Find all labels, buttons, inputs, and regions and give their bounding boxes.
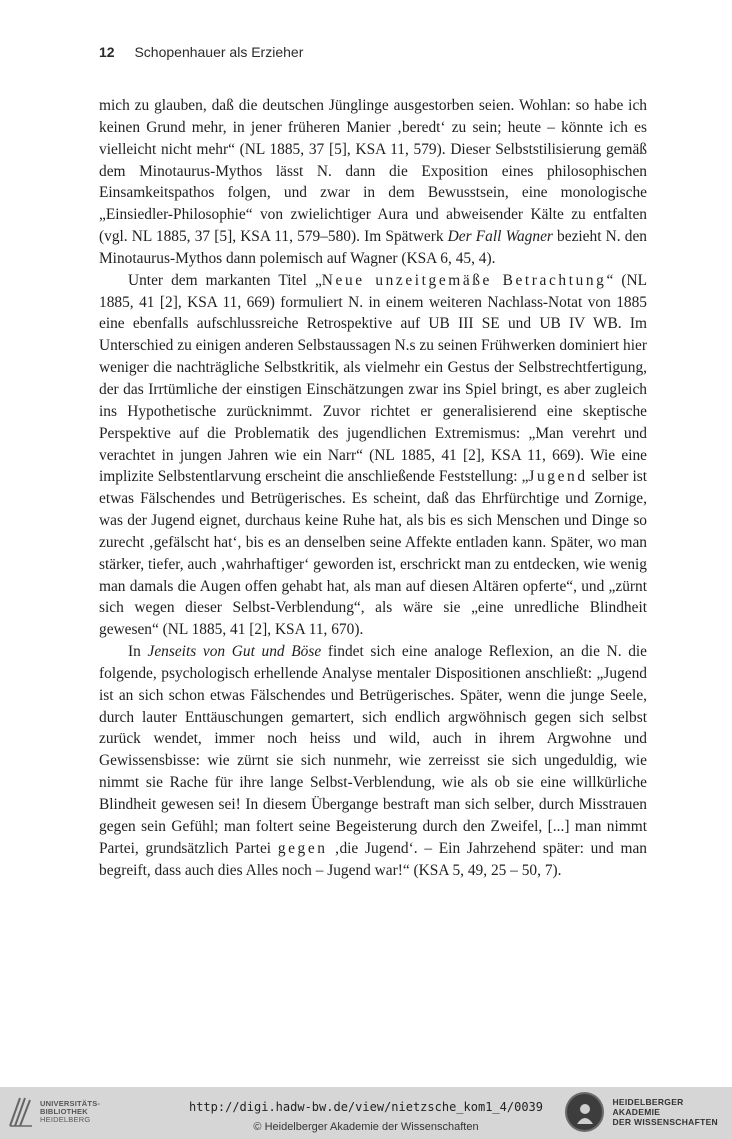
- academy-name-line1: HEIDELBERGER AKADEMIE: [612, 1097, 684, 1117]
- paragraph-1: [99, 95, 647, 270]
- paragraph-3: [99, 641, 647, 881]
- text-run: ‚die Jugend‘. – Ein Jahrzehend später: und man begreift, dass auch dies Alles noch – Jugend war!“ (KSA 5, 49, 25 – 50, 7).: [99, 839, 647, 879]
- text-run: selber ist etwas Fälschendes und Betrügerisches. Es scheint, daß das Ehrfürchtige und Zornige, was der Jugend eignet, durchaus keine Ruhe hat, als bis es sich Menschen und Dinge so zurecht ‚gefälscht hat‘, bis es an denselben seine Affekte entladen kann. Später, wo man stärker, tiefer, auch ‚wahrhaftiger‘ geworden ist, erschrickt man zu entdecken, wie wenig man damals die Augen offen gehabt hat, als man auf diesen Altären opferte“, und „zürnt sich wegen dieser Selbst-Verblendung“, als wäre sie „eine unredliche Blindheit gewesen“ (NL 1885, 41 [2], KSA 11, 670).: [99, 468, 647, 639]
- text-run: bezieht N. den Minotaurus-Mythos dann polemisch auf Wagner (KSA 6, 45, 4).: [99, 228, 647, 267]
- text-run: “ (NL 1885, 41 [2], KSA 11, 669) formuliert N. in einem weiteren Nachlass-Notat von 1885 eine ebenfalls aufschlussreiche Retrospektive auf UB III SE und UB IV WB. Im Unterschied zu einigen anderen Selbstaussagen N.s zu seinen Frühwerken dominiert hier weniger die nachträgliche Selbstkritik, als vielmehr ein Gestus der Selbstrechtfertigung, der das Irrtümliche der einstigen Einschätzungen zwar ins Spiel bringt, es aber zugleich ins Hypothetische zurücknimmt. Zuvor richtet er generalisierend eine skeptische Perspektive auf die Problematik des jugendlichen Extremismus: „Man verehrt und verachtet in jungen Jahren wie ein Narr“ (NL 1885, 41 [2], KSA 11, 669). Wie eine implizite Selbstentlarvung erscheint die anschließende Feststellung: „: [99, 271, 647, 486]
- spaced-emphasis: gegen: [277, 839, 328, 857]
- academy-logo[interactable]: [565, 1092, 732, 1132]
- spaced-emphasis: Jugend: [528, 468, 588, 486]
- library-name-line3: HEIDELBERG: [40, 1115, 91, 1124]
- paragraph-2: [99, 270, 647, 641]
- library-name-line1: UNIVERSITÄTS-: [40, 1099, 101, 1108]
- copyright-notice: © Heidelberger Akademie der Wissenschaften: [253, 1121, 479, 1133]
- footer-bar: [0, 1087, 732, 1139]
- library-name-line2: BIBLIOTHEK: [40, 1107, 88, 1116]
- italic-title: Der Fall Wagner: [447, 228, 553, 246]
- academy-name-line2: DER WISSENSCHAFTEN: [612, 1117, 718, 1127]
- text-run: mich zu glauben, daß die deutschen Jünglinge ausgestorben seien. Wohlan: so habe ich keinen Grund mehr, in jener früheren Manier ‚beredt‘ zu sein; heute – könnte ich es vielleicht nicht mehr“ (NL 1885, 37 [5], KSA 11, 579). Dieser Selbststilisierung gemäß dem Minotaurus-Mythos lässt N. dann die Exposition eines philosophischen Einsamkeitspathos folgen, und zwar in dem Bewusstsein, eine monologische „Einsiedler-Philosophie“ von zwielichtiger Aura und abweisender Kälte zu entfalten (vgl. NL 1885, 37 [5], KSA 11, 579–580). Im Spätwerk: [99, 97, 647, 246]
- running-title: Schopenhauer als Erzieher: [134, 44, 304, 60]
- text-run: In: [128, 643, 148, 661]
- italic-title: Jenseits von Gut und Böse: [147, 643, 322, 661]
- text-run: findet sich eine analoge Reflexion, an die N. die folgende, psychologisch erhellende Analyse mentaler Dispositionen anschließt: „Jugend ist an sich schon etwas Fälschendes und Betrügerisches. Später, wenn die junge Seele, durch lauter Enttäuschungen gemartert, sich endlich argwöhnisch gegen sich selbst zurück wendet, immer noch heiss und wild, auch in ihrem Argwohne und Gewissensbisse: wie zürnt sie sich nunmehr, wie zerreisst sie sich ungeduldig, wie nimmt sie Rache für ihre lange Selbst-Verblendung, wie als ob sie eine willkürliche Blindheit gewesen sei! In diesem Übergange bestraft man sich selber, durch Misstrauen gegen sein Gefühl; man foltert seine Begeisterung durch den Zweifel, [...] man nimmt Partei, grundsätzlich Partei: [99, 643, 648, 857]
- academy-seal-icon: [565, 1092, 604, 1132]
- text-run: Unter dem markanten Titel „: [128, 271, 322, 289]
- permalink-url[interactable]: http://digi.hadw-bw.de/view/nietzsche_kom1_4/0039: [188, 1100, 543, 1114]
- page-number: 12: [99, 44, 115, 60]
- running-header: [99, 44, 303, 60]
- spaced-emphasis: Neue unzeitgemäße Betrachtung: [321, 271, 607, 289]
- body-text: [99, 95, 647, 881]
